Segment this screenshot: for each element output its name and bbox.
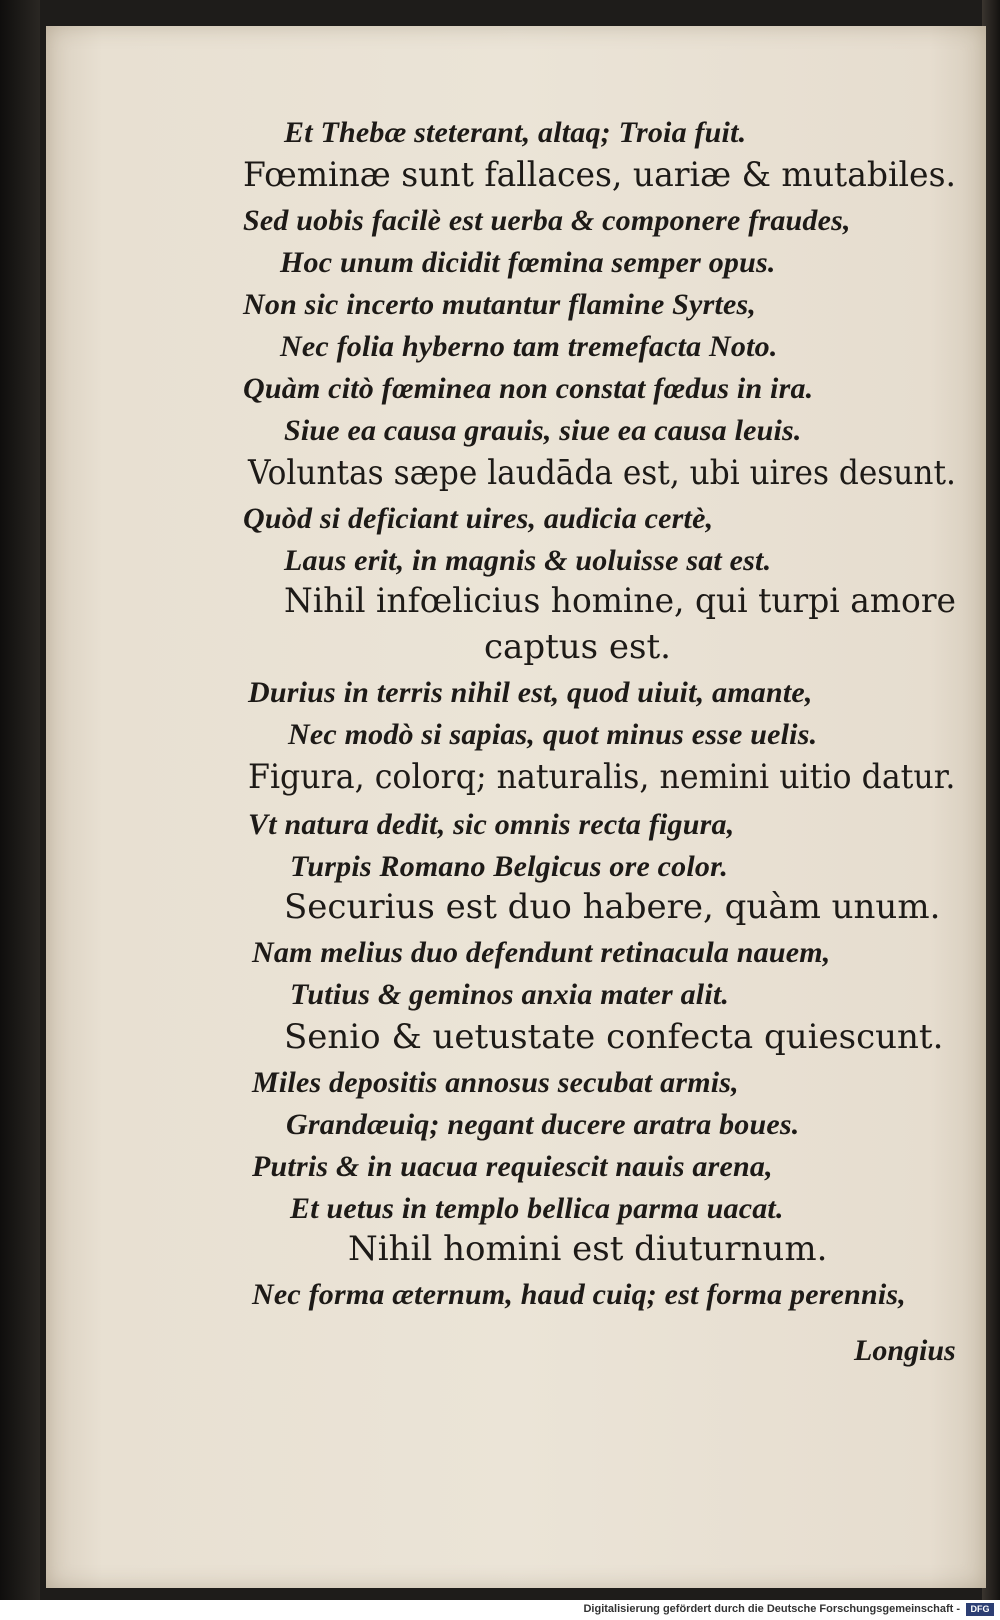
text-line: Fœminæ sunt fallaces, uariæ & mutabiles. (243, 155, 956, 195)
funding-credit: Digitalisierung gefördert durch die Deutsche Forschungsgemeinschaft - (583, 1603, 960, 1615)
text-line: Figura, colorq; naturalis, nemini uitio datur. (248, 757, 956, 797)
text-line: Non sic incerto mutantur flamine Syrtes, (243, 288, 757, 321)
text-line: Putris & in uacua requiescit nauis arena, (252, 1150, 773, 1183)
text-line: Nihil homini est diuturnum. (348, 1229, 828, 1269)
text-line: Siue ea causa grauis, siue ea causa leuis. (284, 414, 802, 447)
text-line: Quàm citò fœminea non constat fœdus in ira. (243, 372, 814, 405)
text-line: Senio & uetustate confecta quiescunt. (284, 1017, 944, 1057)
text-line: Sed uobis facilè est uerba & componere fraudes, (243, 204, 851, 237)
footer-bar (0, 1600, 1000, 1620)
text-line: Voluntas sæpe laudāda est, ubi uires desunt. (248, 453, 956, 493)
catchword: Longius (854, 1334, 956, 1367)
scan-edge-left (0, 0, 40, 1600)
book-page (46, 26, 986, 1588)
text-line: Nihil infœlicius homine, qui turpi amore (284, 581, 957, 621)
text-line: Nam melius duo defendunt retinacula nauem, (252, 936, 831, 969)
text-line: Grandæuiq; negant ducere aratra boues. (286, 1108, 800, 1141)
text-line: Et uetus in templo bellica parma uacat. (290, 1192, 784, 1225)
text-line: Turpis Romano Belgicus ore color. (290, 850, 729, 883)
text-line: captus est. (484, 627, 671, 667)
text-line: Securius est duo habere, quàm unum. (284, 887, 941, 927)
dfg-logo-icon: DFG (966, 1603, 994, 1616)
text-line: Nec folia hyberno tam tremefacta Noto. (280, 330, 778, 363)
text-line: Miles depositis annosus secubat armis, (252, 1066, 739, 1099)
text-line: Durius in terris nihil est, quod uiuit, amante, (248, 676, 813, 709)
text-line: Hoc unum dicidit fœmina semper opus. (280, 246, 776, 279)
text-line: Nec modò si sapias, quot minus esse uelis. (288, 718, 818, 751)
text-line: Nec forma æternum, haud cuiq; est forma perennis, (252, 1278, 906, 1311)
text-line: Et Thebæ steterant, altaq; Troia fuit. (284, 116, 747, 149)
text-line: Quòd si deficiant uires, audicia certè, (243, 502, 714, 535)
text-line: Vt natura dedit, sic omnis recta figura, (248, 808, 735, 841)
text-line: Laus erit, in magnis & uoluisse sat est. (284, 544, 772, 577)
text-line: Tutius & geminos anxia mater alit. (290, 978, 730, 1011)
